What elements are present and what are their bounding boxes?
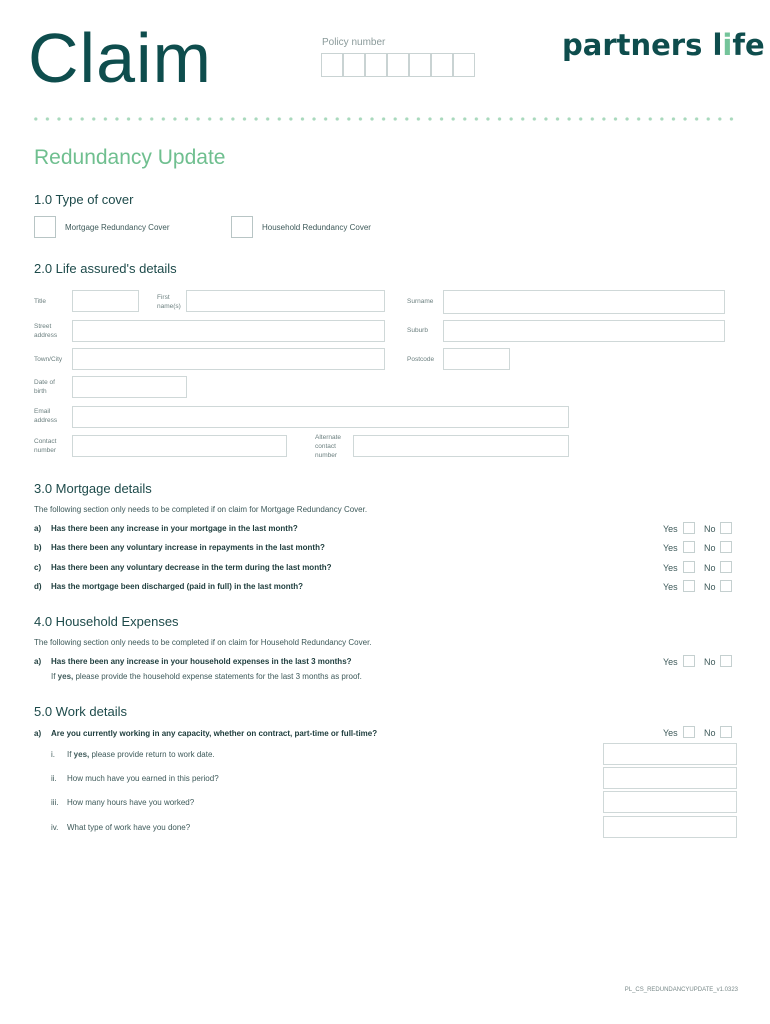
yes-checkbox[interactable] (683, 522, 695, 534)
section-2-heading: 2.0 Life assured's details (34, 261, 177, 276)
sub-prefix: If (67, 750, 74, 759)
no-label: No (704, 563, 716, 573)
question-letter: a) (34, 657, 42, 666)
section-4-intro: The following section only needs to be completed if on claim for Household Redundancy Cover. (34, 638, 372, 647)
policy-number-input[interactable] (321, 53, 475, 77)
yes-label: Yes (663, 543, 678, 553)
contact-number-label: Contact number (34, 438, 57, 454)
sub-question-number: iii. (51, 798, 59, 807)
street-address-field[interactable] (72, 320, 385, 342)
question-text: Has the mortgage been discharged (paid in full) in the last month? (51, 582, 304, 591)
email-field[interactable] (72, 406, 569, 428)
suburb-label: Suburb (407, 327, 428, 334)
household-cover-checkbox[interactable] (231, 216, 253, 238)
email-label: Email address (34, 408, 58, 424)
no-checkbox[interactable] (720, 726, 732, 738)
contact-number-field[interactable] (72, 435, 287, 457)
dotted-divider (30, 117, 740, 121)
section-3-intro: The following section only needs to be completed if on claim for Mortgage Redundancy Cover. (34, 505, 368, 514)
policy-digit-box[interactable] (365, 53, 387, 77)
note-rest: please provide the household expense statements for the last 3 months as proof. (73, 672, 362, 681)
section-1-heading: 1.0 Type of cover (34, 192, 134, 207)
sub-text: What type of work have you done? (67, 823, 191, 832)
sub-question-text (67, 823, 190, 832)
postcode-field[interactable] (443, 348, 510, 370)
section-3-heading: 3.0 Mortgage details (34, 481, 152, 496)
suburb-field[interactable] (443, 320, 725, 342)
logo-text-accent: i (722, 28, 733, 62)
alt-contact-label: Alternate contact number (315, 434, 342, 459)
yes-checkbox[interactable] (683, 580, 695, 592)
dob-field[interactable] (72, 376, 187, 398)
no-label: No (704, 543, 716, 553)
policy-digit-box[interactable] (453, 53, 475, 77)
sub-question-answer-field[interactable] (603, 743, 737, 765)
logo-text-main: partners l (562, 28, 723, 62)
sub-text: How many hours have you worked? (67, 798, 195, 807)
sub-question-answer-field[interactable] (603, 767, 737, 789)
sub-question-text (67, 774, 219, 783)
sub-question-answer-field[interactable] (603, 816, 737, 838)
yes-label: Yes (663, 524, 678, 534)
note-bold: yes, (57, 672, 74, 681)
no-checkbox[interactable] (720, 655, 732, 667)
sub-bold: yes, (73, 750, 90, 759)
no-checkbox[interactable] (720, 580, 732, 592)
policy-digit-box[interactable] (343, 53, 365, 77)
no-label: No (704, 728, 716, 738)
question-letter: a) (34, 729, 42, 738)
no-label: No (704, 524, 716, 534)
question-letter: a) (34, 524, 42, 533)
form-title: Redundancy Update (34, 146, 226, 169)
sub-question-number: ii. (51, 774, 57, 783)
logo-text-end: fe (732, 28, 765, 62)
policy-digit-box[interactable] (321, 53, 343, 77)
section-4-heading: 4.0 Household Expenses (34, 614, 179, 629)
sub-question-number: iv. (51, 823, 59, 832)
question-letter: b) (34, 543, 42, 552)
no-checkbox[interactable] (720, 541, 732, 553)
town-field[interactable] (72, 348, 385, 370)
sub-text: How much have you earned in this period? (67, 774, 219, 783)
company-logo (562, 28, 765, 62)
proof-note (51, 672, 362, 681)
policy-digit-box[interactable] (431, 53, 453, 77)
sub-question-text (67, 798, 194, 807)
household-cover-label: Household Redundancy Cover (262, 223, 371, 232)
surname-field[interactable] (443, 290, 725, 314)
yes-label: Yes (663, 582, 678, 592)
question-text: Has there been any voluntary decrease in the term during the last month? (51, 563, 332, 572)
question-letter: d) (34, 582, 42, 591)
document-code: PL_CS_REDUNDANCYUPDATE_v1.0323 (624, 987, 738, 993)
yes-checkbox[interactable] (683, 726, 695, 738)
title-field[interactable] (72, 290, 139, 312)
dob-label: Date of birth (34, 379, 55, 395)
yes-checkbox[interactable] (683, 561, 695, 573)
yes-label: Yes (663, 728, 678, 738)
sub-text: please provide return to work date. (89, 750, 215, 759)
sub-question-text (67, 750, 215, 759)
yes-checkbox[interactable] (683, 655, 695, 667)
postcode-label: Postcode (407, 356, 435, 363)
question-letter: c) (34, 563, 42, 572)
no-checkbox[interactable] (720, 561, 732, 573)
question-text: Are you currently working in any capacity, whether on contract, part-time or full-time? (51, 729, 378, 738)
street-address-label: Street address (34, 323, 58, 339)
yes-label: Yes (663, 563, 678, 573)
policy-number-label: Policy number (322, 37, 386, 48)
alt-contact-field[interactable] (353, 435, 569, 457)
question-text: Has there been any voluntary increase in repayments in the last month? (51, 543, 325, 552)
first-names-field[interactable] (186, 290, 385, 312)
surname-label: Surname (407, 298, 434, 305)
note-prefix: If (51, 672, 58, 681)
first-names-label: First name(s) (157, 294, 181, 310)
section-5-heading: 5.0 Work details (34, 704, 127, 719)
yes-label: Yes (663, 657, 678, 667)
policy-digit-box[interactable] (409, 53, 431, 77)
town-label: Town/City (34, 356, 63, 363)
sub-question-number: i. (51, 750, 55, 759)
policy-digit-box[interactable] (387, 53, 409, 77)
mortgage-cover-label: Mortgage Redundancy Cover (65, 223, 170, 232)
no-label: No (704, 657, 716, 667)
yes-checkbox[interactable] (683, 541, 695, 553)
question-text: Has there been any increase in your household expenses in the last 3 months? (51, 657, 352, 666)
sub-question-answer-field[interactable] (603, 791, 737, 813)
question-text: Has there been any increase in your mortgage in the last month? (51, 524, 298, 533)
no-label: No (704, 582, 716, 592)
no-checkbox[interactable] (720, 522, 732, 534)
title-label: Title (34, 298, 47, 305)
page-title: Claim (28, 19, 212, 97)
mortgage-cover-checkbox[interactable] (34, 216, 56, 238)
